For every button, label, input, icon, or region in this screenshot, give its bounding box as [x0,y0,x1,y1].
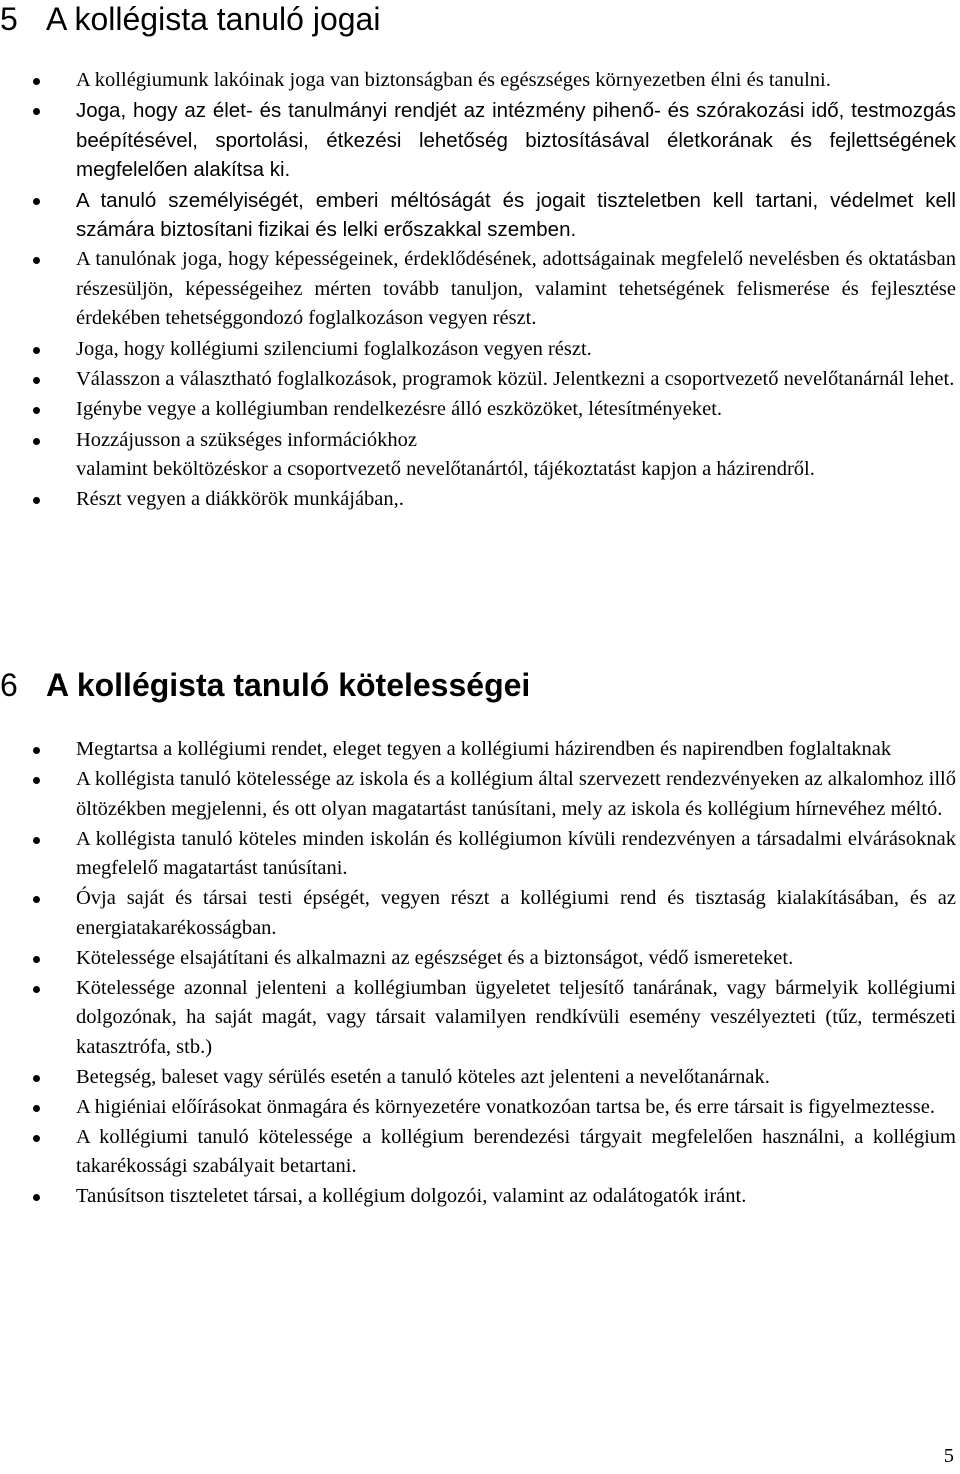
list-item [0,245,956,334]
list-item [0,395,956,425]
list-item-text: Részt vegyen a diákkörök munkájában,. [76,488,404,511]
bullet-icon [33,377,40,384]
list-item-text: A kollégiumi tanuló kötelessége a kollégium berendezési tárgyait megfelelően használni, a kollégium takarékossági szabályait betartani. [76,1125,956,1177]
list-item-text: A kollégiumunk lakóinak joga van biztonságban és egészséges környezetben élni és tanulni. [76,69,831,91]
list-item-text: Óvja saját és társai testi épségét, vegyen részt a kollégiumi rend és tisztaság kialakításában, és az energiatakarékosságban. [76,887,956,939]
section-5-number: 5 [0,1,18,37]
bullet-icon [33,747,40,754]
list-item-text: Kötelessége elsajátítani és alkalmazni az egészséget és a biztonságot, védő ismereteket. [76,946,794,969]
rights-list [0,66,956,516]
section-5-title: A kollégista tanuló jogai [46,1,381,37]
bullet-icon [33,1105,40,1112]
bullet-icon [33,986,40,993]
list-item-text: A kollégista tanuló kötelessége az iskola és a kollégium által szervezett rendezvényeken az alkalomhoz illő öltözékben megjelenni, és ott olyan magatartást tanúsítani, mely az iskola és kollégium hírnevéhez méltó. [76,768,956,820]
list-item-text: A kollégista tanuló köteles minden iskolán és kollégiumon kívüli rendezvényen a társadalmi elvárásoknak megfelelő magatartást tanúsítani. [76,827,956,879]
list-item-text-line2: valamint beköltözéskor a csoportvezető nevelőtanártól, tájékoztatást kapjon a házirendről. [76,458,815,481]
page-number: 5 [943,1445,954,1467]
duties-list [0,735,956,1212]
bullet-icon [33,257,40,264]
list-item [0,335,956,365]
bullet-icon [33,198,40,205]
list-item [0,96,956,185]
bullet-icon [33,497,40,504]
list-item [0,974,956,1063]
list-item-text: A tanulónak joga, hogy képességeinek, érdeklődésének, adottságainak megfelelő nevelésben és oktatásban részesüljön, képességeihez mérten tovább tanuljon, valamint tehetségének felismerése és fejlesztése érdekében tehetséggondozó foglalkozáson vegyen részt. [76,248,956,330]
list-item [0,765,956,824]
list-item [0,884,956,943]
bullet-icon [33,407,40,414]
list-item-text: Tanúsítson tiszteletet társai, a kollégium dolgozói, valamint az odalátogatók iránt. [76,1185,747,1207]
list-item [0,426,956,485]
list-item [0,485,956,515]
list-item-text: A tanuló személyiségét, emberi méltóságát és jogait tiszteletben kell tartani, védelmet kell számára biztosítani fizikai és lelki erőszakkal szemben. [76,188,956,242]
section-6-number: 6 [0,667,18,703]
list-item-text: Válasszon a választható foglalkozások, programok közül. Jelentkezni a csoportvezető nevelőtanárnál lehet. [76,367,955,390]
list-item-text: Kötelessége azonnal jelenteni a kollégiumban ügyeletet teljesítő tanárának, vagy bármelyik kollégiumi dolgozónak, ha saját magát, vagy társait valamilyen rendkívüli esemény veszélyezteti (tűz, természeti katasztrófa, stb.) [76,976,956,1058]
list-item-text-line1: Hozzájusson a szükséges információkhoz [76,428,417,451]
bullet-icon [33,837,40,844]
bullet-icon [33,438,40,445]
list-item-text: A higiéniai előírásokat önmagára és környezetére vonatkozóan tartsa be, és erre társait is figyelmeztesse. [76,1095,935,1118]
list-item [0,186,956,245]
bullet-icon [33,108,40,115]
list-item-text: Igénybe vegye a kollégiumban rendelkezésre álló eszközöket, létesítményeket. [76,398,723,421]
bullet-icon [33,78,40,85]
list-item-text: Joga, hogy kollégiumi szilenciumi foglalkozáson vegyen részt. [76,337,592,360]
list-item [0,1063,956,1093]
bullet-icon [33,956,40,963]
bullet-icon [33,777,40,784]
list-item [0,365,956,395]
bullet-icon [33,1075,40,1082]
list-item-text: Joga, hogy az élet- és tanulmányi rendjét az intézmény pihenő- és szórakozási idő, testmozgás beépítésével, sportolási, étkezési lehetőség biztosításával életkorának és fejlettségének megfelelően alakítsa ki. [76,99,956,182]
list-item [0,1123,956,1182]
bullet-icon [33,896,40,903]
section-6-heading [0,666,530,704]
list-item [0,825,956,884]
list-item [0,944,956,974]
list-item [0,1182,956,1212]
list-item [0,66,956,96]
section-6-title: A kollégista tanuló kötelességei [46,667,531,703]
bullet-icon [33,1194,40,1201]
list-item [0,1093,956,1123]
list-item-text: Megtartsa a kollégiumi rendet, eleget tegyen a kollégiumi házirendben és napirendben foglaltaknak [76,738,892,760]
section-5-heading [0,0,380,38]
bullet-icon [33,347,40,354]
list-item-text: Betegség, baleset vagy sérülés esetén a tanuló köteles azt jelenteni a nevelőtanárnak. [76,1065,770,1088]
bullet-icon [33,1135,40,1142]
list-item [0,735,956,765]
